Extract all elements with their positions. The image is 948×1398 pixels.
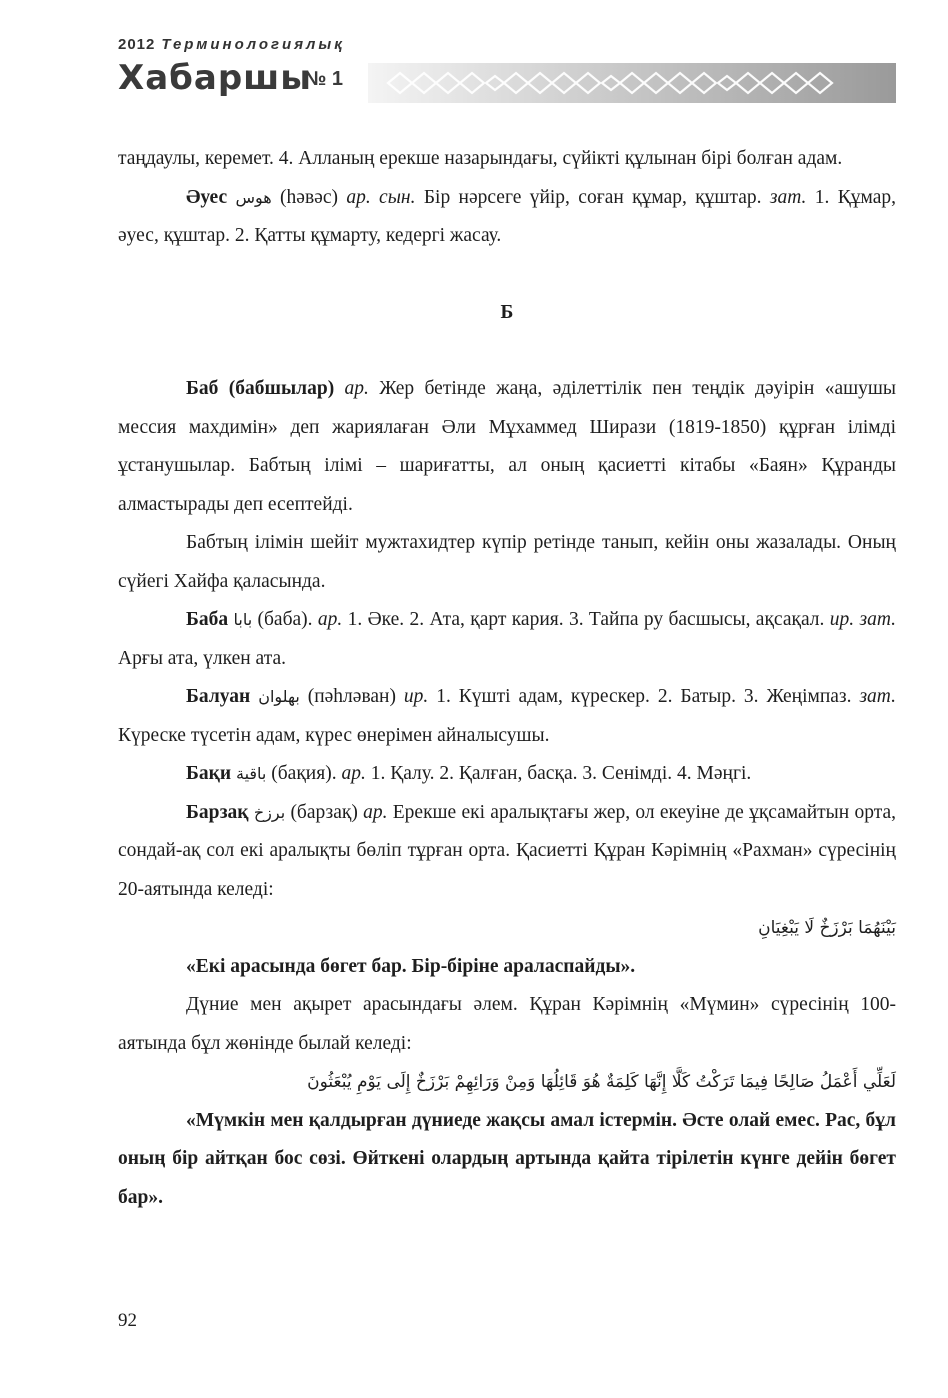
ornament-pattern xyxy=(368,63,896,103)
entry-baba xyxy=(118,601,896,678)
entry-abbr: ир. зат. xyxy=(829,609,897,630)
entry-term: Баб (бабшылар) xyxy=(186,378,335,399)
quran-quote-arabic: بَيْنَهُمَا بَرْزَخٌ لَا يَبْغِيَانِ xyxy=(758,918,896,938)
paragraph-barzaq-world: Дүние мен ақырет арасындағы әлем. Құран Кәрімнің «Мүмин» сүресінің 100-аятында бұл жөнінде былай келеді: xyxy=(118,994,896,1054)
entry-abbr: ар. сын. xyxy=(346,186,416,208)
entry-term: Балуан xyxy=(186,686,251,707)
header-year: 2012 xyxy=(118,36,156,53)
paragraph-continuation: таңдаулы, керемет. 4. Алланың ерекше назарындағы, сүйікті құлынан бірі болған адам. xyxy=(118,148,843,169)
entry-abbr: ар. xyxy=(317,609,343,630)
entry-abbr: ар. xyxy=(341,763,366,784)
page-header xyxy=(118,28,896,108)
entry-arabic: بابا xyxy=(233,610,253,629)
entry-text: (баба). xyxy=(252,609,318,630)
page-number: 92 xyxy=(118,1310,137,1331)
entry-text: Арғы ата, үлкен ата. xyxy=(118,647,286,669)
entry-text: 1. Қалу. 2. Қалған, басқа. 3. Сенімді. 4. Мәңгі. xyxy=(365,763,752,784)
entry-barzaq xyxy=(118,794,896,910)
entry-text: (бақия). xyxy=(266,763,342,784)
entry-bab xyxy=(118,370,896,524)
header-title: Хабаршы xyxy=(118,58,313,98)
entry-arabic: برزخ xyxy=(253,802,286,822)
entry-abbr: ар. xyxy=(334,378,369,399)
header-ornament-band xyxy=(368,63,896,103)
entry-abbr: зат. xyxy=(769,186,807,208)
entry-abbr: ар. xyxy=(363,801,388,823)
quran-quote-arabic: لَعَلِّي أَعْمَلُ صَالِحًا فِيمَا تَرَكْتُ كَلَّا إِنَّهَا كَلِمَةٌ هُوَ قَائِلُهَا وَمِنْ وَرَائِهِمْ بَرْزَخٌ إِلَى يَوْمِ يُبْعَثُونَ xyxy=(307,1072,896,1092)
quran-quote-translation: «Екі арасында бөгет бар. Бір-біріне араласпайды». xyxy=(186,955,636,977)
entry-term: Әуес xyxy=(186,186,228,208)
entry-term: Барзақ xyxy=(186,801,249,823)
entry-arabic: بهلوان xyxy=(258,687,300,706)
entry-text: (пәһләван) xyxy=(299,686,404,707)
entry-abbr: зат. xyxy=(859,686,896,707)
entry-aues xyxy=(118,179,896,256)
page-body xyxy=(118,140,896,1217)
entry-text: Күреске түсетін адам, күрес өнерімен айналысушы. xyxy=(118,724,550,746)
entry-text: Бір нәрсеге үйір, соған құмар, құштар. xyxy=(415,186,770,208)
entry-text: (барзақ) xyxy=(285,801,364,823)
quran-quote-translation: «Мүмкін мен қалдырған дүниеде жақсы амал істермін. Әсте олай емес. Рас, бұл оның бір айтқан бос сөзі. Өйткені олардың артында қайта тірілетін күнге дейін бөгет бар». xyxy=(118,1109,896,1208)
entry-text: (һәвәс) xyxy=(271,186,347,208)
entry-arabic: باقية xyxy=(236,764,267,783)
entry-term: Баба xyxy=(186,609,229,630)
entry-abbr: ир. xyxy=(403,686,429,707)
entry-term: Бақи xyxy=(186,763,232,784)
entry-text: 1. Құмар, әуес, құштар. 2. Қатты құмарту, кедергі жасау. xyxy=(118,186,896,246)
entry-text: Жер бетінде жаңа, әділеттілік пен теңдік дәуірін «ашушы мессия махдимін» деп жариялаған Әли Мұхаммед Ширази (1819-1850) құрған ілімді ұстанушылар. Бабтың ілімі – шариғатты, ал оның қасиетті кітабы «Баян» Құранды алмастырады деп есептейді. xyxy=(118,378,897,515)
header-issue: № 1 xyxy=(304,68,343,90)
entry-text: 1. Әке. 2. Ата, қарт кария. 3. Тайпа ру басшысы, ақсақал. xyxy=(342,609,830,630)
entry-baqi xyxy=(118,755,896,794)
paragraph-bab-cont: Бабтың ілімін шейіт мужтахидтер күпір ретінде танып, кейін оны жазалады. Оның сүйегі Хайфа қаласында. xyxy=(118,532,896,592)
section-letter: Б xyxy=(500,301,514,323)
entry-arabic: هوس xyxy=(235,187,272,207)
entry-baluan xyxy=(118,678,896,755)
entry-text: Ерекше екі аралықтағы жер, ол екеуіне де ұқсамайтын орта, сондай-ақ сол екі аралықты бөліп тұрған орта. Қасиетті Құран Кәрімнің «Рахман» сүресінің 20-аятында келеді: xyxy=(118,801,897,900)
entry-text: 1. Күшті адам, күрескер. 2. Батыр. 3. Жеңімпаз. xyxy=(428,686,860,707)
header-series: Терминологиялық xyxy=(161,36,345,53)
header-year-series xyxy=(118,36,345,53)
